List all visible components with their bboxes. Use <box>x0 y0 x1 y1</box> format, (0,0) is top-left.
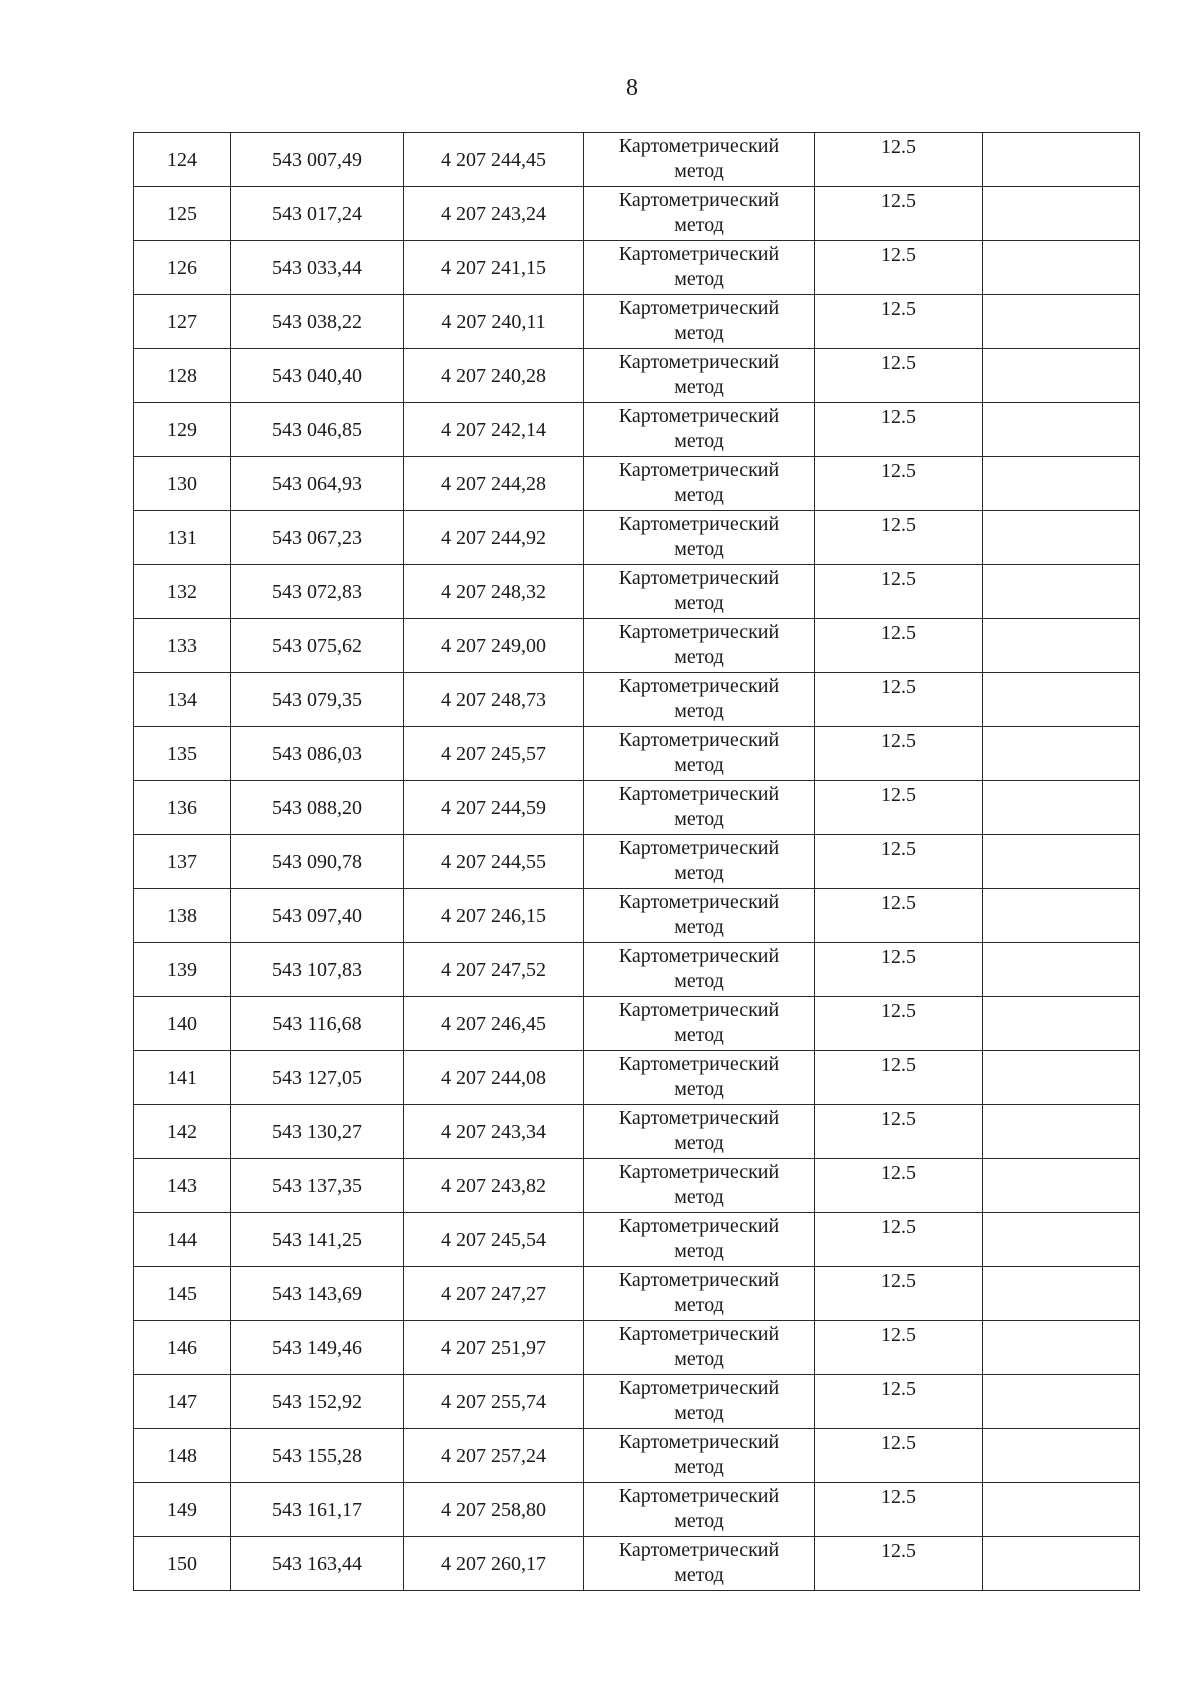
point-number-cell: 144 <box>134 1213 231 1267</box>
note-cell <box>983 1537 1140 1591</box>
method-cell <box>584 997 815 1051</box>
method-line-2: метод <box>674 754 724 776</box>
point-number-cell: 141 <box>134 1051 231 1105</box>
y-coordinate-cell: 4 207 260,17 <box>404 1537 584 1591</box>
method-line-2: метод <box>674 808 724 830</box>
x-coordinate-cell: 543 064,93 <box>231 457 404 511</box>
method-line-2: метод <box>674 592 724 614</box>
method-cell <box>584 889 815 943</box>
point-number-cell: 131 <box>134 511 231 565</box>
point-number-cell: 129 <box>134 403 231 457</box>
point-number-cell: 126 <box>134 241 231 295</box>
point-number-cell: 142 <box>134 1105 231 1159</box>
method-line-1: Картометрический <box>618 621 780 643</box>
y-coordinate-cell: 4 207 243,34 <box>404 1105 584 1159</box>
point-number-cell: 139 <box>134 943 231 997</box>
y-coordinate-cell: 4 207 245,54 <box>404 1213 584 1267</box>
coordinates-table <box>133 132 1140 1591</box>
method-cell <box>584 1159 815 1213</box>
method-cell <box>584 1483 815 1537</box>
x-coordinate-cell: 543 046,85 <box>231 403 404 457</box>
note-cell <box>983 1267 1140 1321</box>
method-line-2: метод <box>674 1510 724 1532</box>
point-number-cell: 146 <box>134 1321 231 1375</box>
method-cell <box>584 1267 815 1321</box>
method-line-2: метод <box>674 1294 724 1316</box>
x-coordinate-cell: 543 097,40 <box>231 889 404 943</box>
method-cell <box>584 619 815 673</box>
point-number-cell: 137 <box>134 835 231 889</box>
x-coordinate-cell: 543 033,44 <box>231 241 404 295</box>
method-cell <box>584 511 815 565</box>
method-line-1: Картометрический <box>618 567 780 589</box>
x-coordinate-cell: 543 075,62 <box>231 619 404 673</box>
method-line-1: Картометрический <box>618 1323 780 1345</box>
table-row <box>134 565 1140 619</box>
method-cell <box>584 1321 815 1375</box>
accuracy-cell: 12.5 <box>815 1267 983 1321</box>
point-number-cell: 135 <box>134 727 231 781</box>
accuracy-cell: 12.5 <box>815 997 983 1051</box>
x-coordinate-cell: 543 090,78 <box>231 835 404 889</box>
accuracy-cell: 12.5 <box>815 1429 983 1483</box>
y-coordinate-cell: 4 207 247,27 <box>404 1267 584 1321</box>
x-coordinate-cell: 543 141,25 <box>231 1213 404 1267</box>
method-line-1: Картометрический <box>618 1107 780 1129</box>
x-coordinate-cell: 543 088,20 <box>231 781 404 835</box>
accuracy-cell: 12.5 <box>815 673 983 727</box>
method-line-2: метод <box>674 1348 724 1370</box>
x-coordinate-cell: 543 067,23 <box>231 511 404 565</box>
table-row <box>134 1213 1140 1267</box>
page-number: 8 <box>626 75 638 101</box>
table-row <box>134 349 1140 403</box>
point-number-cell: 148 <box>134 1429 231 1483</box>
method-cell <box>584 241 815 295</box>
method-cell <box>584 565 815 619</box>
point-number-cell: 124 <box>134 133 231 187</box>
method-line-1: Картометрический <box>618 945 780 967</box>
x-coordinate-cell: 543 007,49 <box>231 133 404 187</box>
method-line-1: Картометрический <box>618 135 780 157</box>
point-number-cell: 149 <box>134 1483 231 1537</box>
note-cell <box>983 565 1140 619</box>
method-line-2: метод <box>674 1186 724 1208</box>
accuracy-cell: 12.5 <box>815 1483 983 1537</box>
point-number-cell: 130 <box>134 457 231 511</box>
method-line-1: Картометрический <box>618 729 780 751</box>
table-row <box>134 1267 1140 1321</box>
note-cell <box>983 1051 1140 1105</box>
note-cell <box>983 673 1140 727</box>
method-cell <box>584 187 815 241</box>
accuracy-cell: 12.5 <box>815 349 983 403</box>
x-coordinate-cell: 543 152,92 <box>231 1375 404 1429</box>
method-line-2: метод <box>674 1024 724 1046</box>
y-coordinate-cell: 4 207 257,24 <box>404 1429 584 1483</box>
accuracy-cell: 12.5 <box>815 889 983 943</box>
y-coordinate-cell: 4 207 248,32 <box>404 565 584 619</box>
point-number-cell: 134 <box>134 673 231 727</box>
note-cell <box>983 187 1140 241</box>
method-cell <box>584 295 815 349</box>
table-row <box>134 1483 1140 1537</box>
note-cell <box>983 1159 1140 1213</box>
x-coordinate-cell: 543 127,05 <box>231 1051 404 1105</box>
y-coordinate-cell: 4 207 251,97 <box>404 1321 584 1375</box>
table-row <box>134 889 1140 943</box>
table-row <box>134 997 1140 1051</box>
x-coordinate-cell: 543 038,22 <box>231 295 404 349</box>
y-coordinate-cell: 4 207 247,52 <box>404 943 584 997</box>
note-cell <box>983 1375 1140 1429</box>
point-number-cell: 132 <box>134 565 231 619</box>
point-number-cell: 143 <box>134 1159 231 1213</box>
method-cell <box>584 1213 815 1267</box>
method-cell <box>584 1051 815 1105</box>
accuracy-cell: 12.5 <box>815 403 983 457</box>
method-cell <box>584 457 815 511</box>
table-row <box>134 511 1140 565</box>
y-coordinate-cell: 4 207 249,00 <box>404 619 584 673</box>
table-row <box>134 727 1140 781</box>
note-cell <box>983 619 1140 673</box>
accuracy-cell: 12.5 <box>815 565 983 619</box>
method-line-1: Картометрический <box>618 1215 780 1237</box>
method-line-1: Картометрический <box>618 675 780 697</box>
accuracy-cell: 12.5 <box>815 241 983 295</box>
y-coordinate-cell: 4 207 244,28 <box>404 457 584 511</box>
accuracy-cell: 12.5 <box>815 1051 983 1105</box>
y-coordinate-cell: 4 207 255,74 <box>404 1375 584 1429</box>
table-row <box>134 1159 1140 1213</box>
table-row <box>134 1321 1140 1375</box>
note-cell <box>983 133 1140 187</box>
y-coordinate-cell: 4 207 243,24 <box>404 187 584 241</box>
note-cell <box>983 1483 1140 1537</box>
point-number-cell: 145 <box>134 1267 231 1321</box>
method-cell <box>584 943 815 997</box>
method-line-2: метод <box>674 1456 724 1478</box>
method-line-1: Картометрический <box>618 891 780 913</box>
note-cell <box>983 835 1140 889</box>
table-row <box>134 187 1140 241</box>
accuracy-cell: 12.5 <box>815 727 983 781</box>
method-line-2: метод <box>674 1564 724 1586</box>
method-line-1: Картометрический <box>618 405 780 427</box>
note-cell <box>983 781 1140 835</box>
note-cell <box>983 1429 1140 1483</box>
table-row <box>134 1105 1140 1159</box>
y-coordinate-cell: 4 207 243,82 <box>404 1159 584 1213</box>
y-coordinate-cell: 4 207 246,15 <box>404 889 584 943</box>
method-line-1: Картометрический <box>618 1269 780 1291</box>
point-number-cell: 140 <box>134 997 231 1051</box>
method-line-1: Картометрический <box>618 243 780 265</box>
accuracy-cell: 12.5 <box>815 187 983 241</box>
method-line-2: метод <box>674 862 724 884</box>
y-coordinate-cell: 4 207 244,45 <box>404 133 584 187</box>
method-line-2: метод <box>674 160 724 182</box>
point-number-cell: 147 <box>134 1375 231 1429</box>
method-cell <box>584 1537 815 1591</box>
method-line-2: метод <box>674 376 724 398</box>
y-coordinate-cell: 4 207 240,28 <box>404 349 584 403</box>
y-coordinate-cell: 4 207 244,59 <box>404 781 584 835</box>
method-line-2: метод <box>674 430 724 452</box>
note-cell <box>983 457 1140 511</box>
method-line-2: метод <box>674 970 724 992</box>
method-cell <box>584 835 815 889</box>
table-body <box>134 133 1140 1591</box>
y-coordinate-cell: 4 207 248,73 <box>404 673 584 727</box>
x-coordinate-cell: 543 072,83 <box>231 565 404 619</box>
method-cell <box>584 133 815 187</box>
table-row <box>134 943 1140 997</box>
accuracy-cell: 12.5 <box>815 1105 983 1159</box>
method-line-2: метод <box>674 646 724 668</box>
x-coordinate-cell: 543 161,17 <box>231 1483 404 1537</box>
method-line-1: Картометрический <box>618 837 780 859</box>
method-line-2: метод <box>674 322 724 344</box>
method-line-2: метод <box>674 1132 724 1154</box>
x-coordinate-cell: 543 137,35 <box>231 1159 404 1213</box>
note-cell <box>983 241 1140 295</box>
method-line-1: Картометрический <box>618 1053 780 1075</box>
table-row <box>134 133 1140 187</box>
point-number-cell: 125 <box>134 187 231 241</box>
method-cell <box>584 1375 815 1429</box>
table-row <box>134 1375 1140 1429</box>
method-line-1: Картометрический <box>618 351 780 373</box>
method-line-2: метод <box>674 700 724 722</box>
table-row <box>134 457 1140 511</box>
y-coordinate-cell: 4 207 244,92 <box>404 511 584 565</box>
point-number-cell: 150 <box>134 1537 231 1591</box>
accuracy-cell: 12.5 <box>815 835 983 889</box>
y-coordinate-cell: 4 207 242,14 <box>404 403 584 457</box>
x-coordinate-cell: 543 163,44 <box>231 1537 404 1591</box>
note-cell <box>983 295 1140 349</box>
accuracy-cell: 12.5 <box>815 619 983 673</box>
y-coordinate-cell: 4 207 244,55 <box>404 835 584 889</box>
note-cell <box>983 403 1140 457</box>
method-line-1: Картометрический <box>618 297 780 319</box>
table-row <box>134 1537 1140 1591</box>
method-cell <box>584 1105 815 1159</box>
note-cell <box>983 1321 1140 1375</box>
method-line-2: метод <box>674 916 724 938</box>
table-row <box>134 1051 1140 1105</box>
y-coordinate-cell: 4 207 246,45 <box>404 997 584 1051</box>
accuracy-cell: 12.5 <box>815 133 983 187</box>
note-cell <box>983 1213 1140 1267</box>
x-coordinate-cell: 543 143,69 <box>231 1267 404 1321</box>
method-cell <box>584 781 815 835</box>
method-line-1: Картометрический <box>618 1485 780 1507</box>
point-number-cell: 133 <box>134 619 231 673</box>
point-number-cell: 138 <box>134 889 231 943</box>
method-line-1: Картометрический <box>618 1539 780 1561</box>
x-coordinate-cell: 543 017,24 <box>231 187 404 241</box>
accuracy-cell: 12.5 <box>815 1321 983 1375</box>
accuracy-cell: 12.5 <box>815 1159 983 1213</box>
table-row <box>134 781 1140 835</box>
note-cell <box>983 349 1140 403</box>
point-number-cell: 127 <box>134 295 231 349</box>
x-coordinate-cell: 543 107,83 <box>231 943 404 997</box>
x-coordinate-cell: 543 155,28 <box>231 1429 404 1483</box>
x-coordinate-cell: 543 040,40 <box>231 349 404 403</box>
method-line-1: Картометрический <box>618 513 780 535</box>
table-row <box>134 673 1140 727</box>
method-line-2: метод <box>674 1240 724 1262</box>
method-line-2: метод <box>674 268 724 290</box>
method-line-1: Картометрический <box>618 783 780 805</box>
y-coordinate-cell: 4 207 240,11 <box>404 295 584 349</box>
method-line-2: метод <box>674 1402 724 1424</box>
method-cell <box>584 403 815 457</box>
table-row <box>134 619 1140 673</box>
method-cell <box>584 349 815 403</box>
method-line-2: метод <box>674 1078 724 1100</box>
note-cell <box>983 511 1140 565</box>
accuracy-cell: 12.5 <box>815 457 983 511</box>
note-cell <box>983 997 1140 1051</box>
accuracy-cell: 12.5 <box>815 943 983 997</box>
y-coordinate-cell: 4 207 258,80 <box>404 1483 584 1537</box>
method-line-1: Картометрический <box>618 1377 780 1399</box>
method-line-2: метод <box>674 214 724 236</box>
x-coordinate-cell: 543 079,35 <box>231 673 404 727</box>
y-coordinate-cell: 4 207 244,08 <box>404 1051 584 1105</box>
y-coordinate-cell: 4 207 245,57 <box>404 727 584 781</box>
method-line-1: Картометрический <box>618 459 780 481</box>
accuracy-cell: 12.5 <box>815 1213 983 1267</box>
accuracy-cell: 12.5 <box>815 511 983 565</box>
note-cell <box>983 889 1140 943</box>
method-cell <box>584 727 815 781</box>
method-line-2: метод <box>674 538 724 560</box>
x-coordinate-cell: 543 086,03 <box>231 727 404 781</box>
accuracy-cell: 12.5 <box>815 295 983 349</box>
method-line-1: Картометрический <box>618 1431 780 1453</box>
table-row <box>134 241 1140 295</box>
accuracy-cell: 12.5 <box>815 1375 983 1429</box>
table-row <box>134 295 1140 349</box>
x-coordinate-cell: 543 116,68 <box>231 997 404 1051</box>
y-coordinate-cell: 4 207 241,15 <box>404 241 584 295</box>
note-cell <box>983 943 1140 997</box>
table-row <box>134 403 1140 457</box>
method-line-1: Картометрический <box>618 999 780 1021</box>
note-cell <box>983 1105 1140 1159</box>
table-row <box>134 1429 1140 1483</box>
accuracy-cell: 12.5 <box>815 1537 983 1591</box>
point-number-cell: 128 <box>134 349 231 403</box>
accuracy-cell: 12.5 <box>815 781 983 835</box>
method-cell <box>584 1429 815 1483</box>
method-line-2: метод <box>674 484 724 506</box>
x-coordinate-cell: 543 149,46 <box>231 1321 404 1375</box>
method-line-1: Картометрический <box>618 189 780 211</box>
method-cell <box>584 673 815 727</box>
x-coordinate-cell: 543 130,27 <box>231 1105 404 1159</box>
point-number-cell: 136 <box>134 781 231 835</box>
table-row <box>134 835 1140 889</box>
note-cell <box>983 727 1140 781</box>
method-line-1: Картометрический <box>618 1161 780 1183</box>
